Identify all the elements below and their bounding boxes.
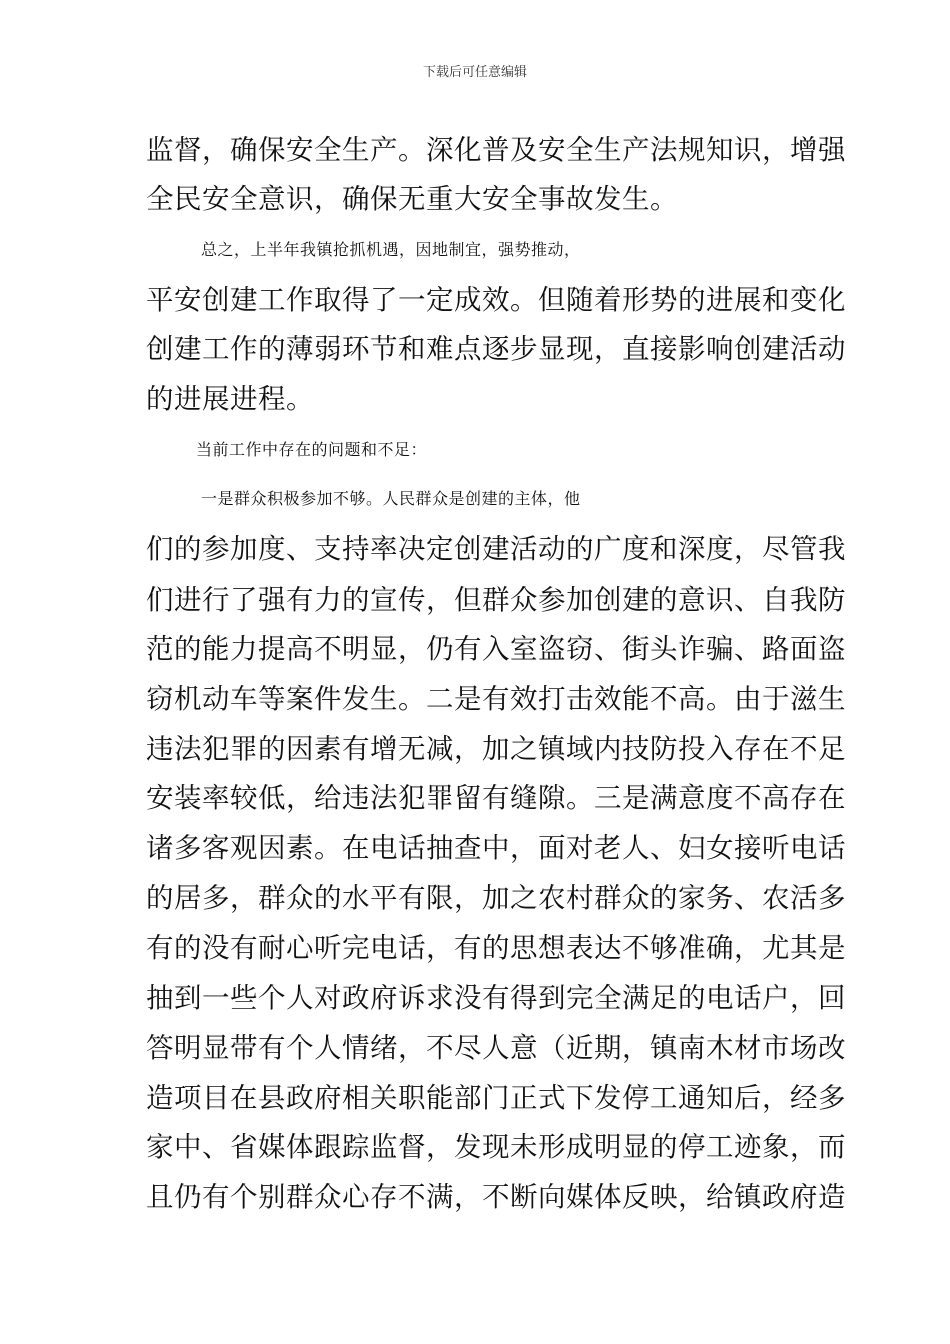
text-line: 当前工作中存在的问题和不足： — [196, 440, 428, 459]
text-line: 范的能力提高不明显，仍有入室盗窃、街头诈骗、路面盗 — [146, 633, 846, 665]
text-line: 平安创建工作取得了一定成效。但随着形势的进展和变化 — [146, 284, 846, 316]
text-line: 安装率较低，给违法犯罪留有缝隙。三是满意度不高存在 — [146, 782, 846, 814]
text-line: 窃机动车等案件发生。二是有效打击效能不高。由于滋生 — [146, 683, 846, 715]
text-line: 有的没有耐心听完电话，有的思想表达不够准确，尤其是 — [146, 932, 846, 964]
page-header: 下载后可任意编辑 — [422, 65, 527, 80]
text-line: 造项目在县政府相关职能部门正式下发停工通知后，经多 — [146, 1082, 846, 1114]
text-line: 违法犯罪的因素有增无减，加之镇域内技防投入存在不足 — [146, 733, 846, 765]
text-line: 创建工作的薄弱环节和难点逐步显现，直接影响创建活动 — [146, 333, 846, 365]
text-line: 且仍有个别群众心存不满，不断向媒体反映，给镇政府造 — [146, 1181, 846, 1213]
text-line: 诸多客观因素。在电话抽查中，面对老人、妇女接听电话 — [146, 832, 846, 864]
text-line: 监督，确保安全生产。深化普及安全生产法规知识，增强 — [146, 134, 846, 166]
text-line: 答明显带有个人情绪，不尽人意（近期，镇南木材市场改 — [146, 1032, 846, 1064]
text-line: 总之，上半年我镇抢抓机遇，因地制宜，强势推动， — [201, 240, 581, 259]
text-line: 的进展进程。 — [146, 383, 314, 415]
text-line: 一是群众积极参加不够。人民群众是创建的主体，他 — [201, 489, 581, 508]
text-line: 全民安全意识，确保无重大安全事故发生。 — [146, 183, 678, 215]
text-line: 抽到一些个人对政府诉求没有得到完全满足的电话户，回 — [146, 982, 846, 1014]
text-line: 的居多，群众的水平有限，加之农村群众的家务、农活多 — [146, 882, 846, 914]
text-line: 们进行了强有力的宣传，但群众参加创建的意识、自我防 — [146, 584, 846, 616]
text-line: 家中、省媒体跟踪监督，发现未形成明显的停工迹象，而 — [146, 1131, 846, 1163]
text-line: 们的参加度、支持率决定创建活动的广度和深度，尽管我 — [146, 533, 846, 565]
